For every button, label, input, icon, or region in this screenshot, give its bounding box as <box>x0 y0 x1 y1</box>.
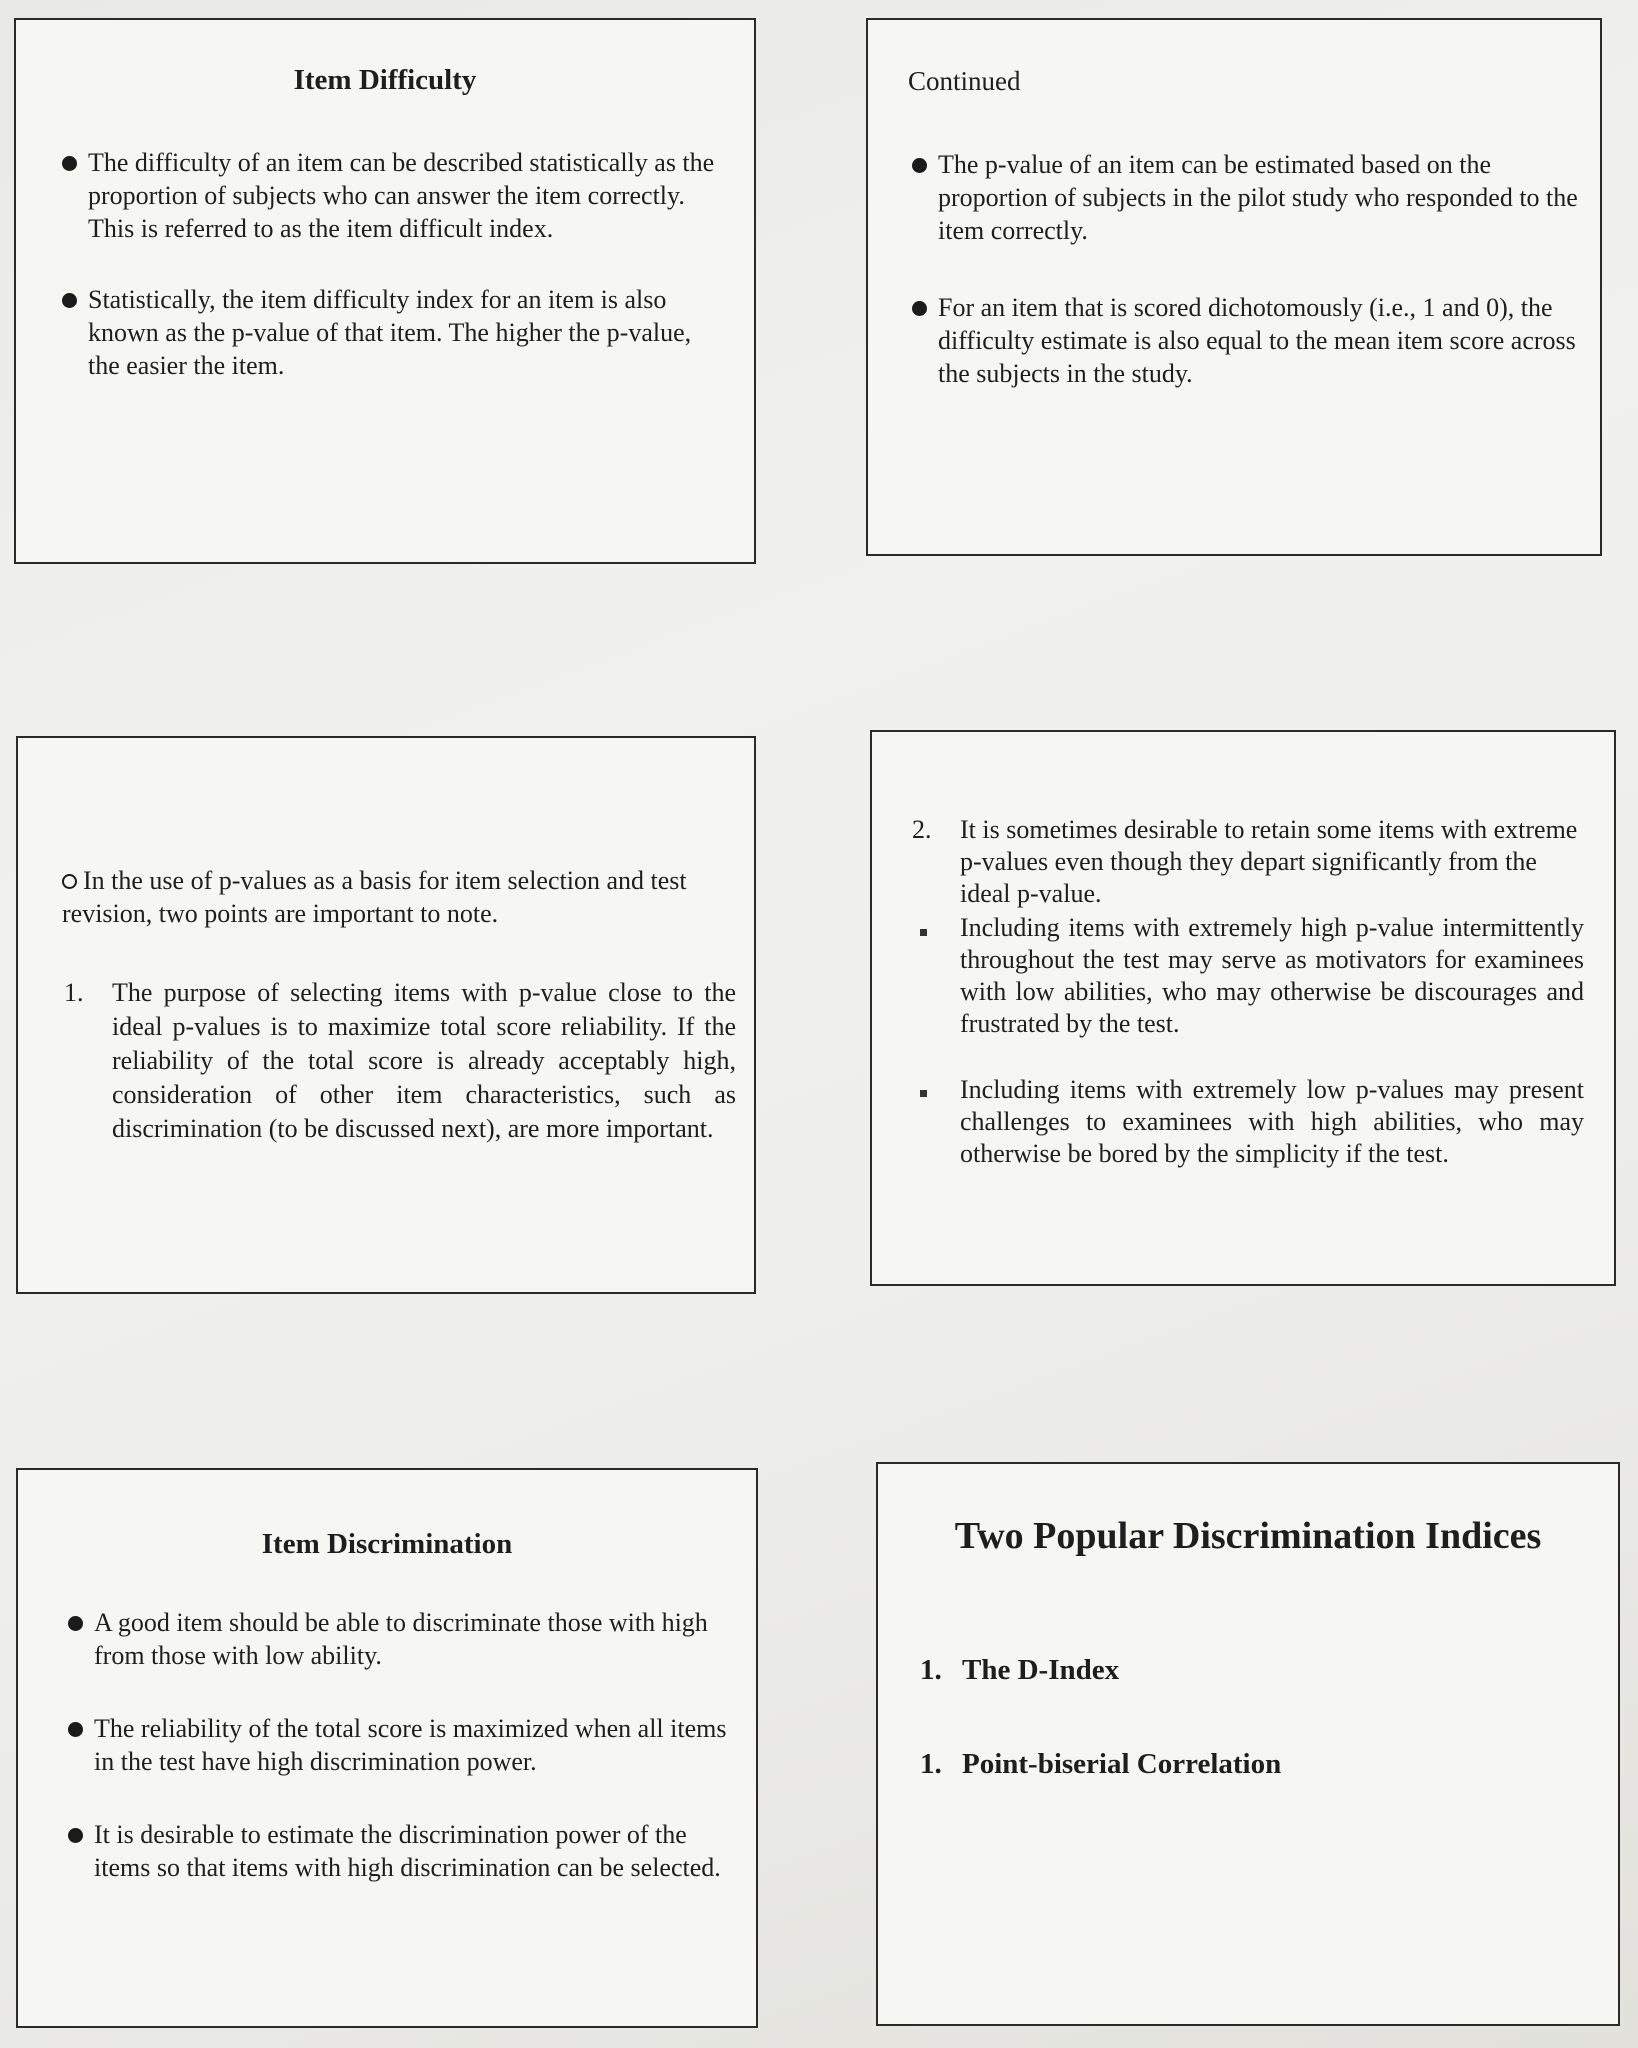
slide-p-values-use <box>16 736 756 1294</box>
list-item: 1. The D-Index <box>920 1654 1120 1686</box>
bullet-icon <box>62 156 77 171</box>
sub-point-text: Including items with extremely low p-values may present challenges to examinees with high abilities, who may otherwise be bored by the simplicity if the test. <box>960 1075 1584 1168</box>
point-number: 2. <box>912 815 932 844</box>
bullet-icon <box>912 158 927 173</box>
slide-title: Item Difficulty <box>293 64 477 96</box>
slide-two-indices <box>876 1462 1620 2026</box>
bullet-list <box>64 1606 734 1884</box>
point-text: The purpose of selecting items with p-value close to the ideal p-values is to maximize total score reliability. If the reliability of the total score is already acceptably high, consideration of other item characteristics, such as discrimination (to be discussed next), are more important. <box>112 978 736 1143</box>
sub-point <box>960 912 1584 1040</box>
numbered-point <box>64 976 736 1146</box>
point-number: 1. <box>64 978 84 1007</box>
bullet-icon <box>68 1722 83 1737</box>
bullet-icon <box>912 301 927 316</box>
square-bullet-icon <box>920 929 927 936</box>
numbered-point <box>912 814 1584 910</box>
slide-extreme-values <box>870 730 1616 1286</box>
list-item: The difficulty of an item can be described statistically as the proportion of subjects who can answer the item correctly. This is referred to as the item difficult index. <box>58 146 728 245</box>
list-item: 1. Point-biserial Correlation <box>920 1748 1282 1780</box>
slide-continued <box>866 18 1602 556</box>
bullet-icon <box>68 1616 83 1631</box>
slide-item-difficulty <box>14 18 756 564</box>
point-text: It is sometimes desirable to retain some items with extreme p-values even though they depart significantly from the ideal p-value. <box>960 815 1578 908</box>
slide-title: Two Popular Discrimination Indices <box>954 1515 1542 1557</box>
intro-text: In the use of p-values as a basis for item selection and test revision, two points are important to note. <box>62 866 687 928</box>
slide-item-discrimination <box>16 1468 758 2028</box>
sub-point-text: Including items with extremely high p-value intermittently throughout the test may serve as motivators for examinees with low abilities, who may otherwise be discourages and frustrated by the test. <box>960 913 1584 1038</box>
sub-point <box>960 1074 1584 1170</box>
list-item: The reliability of the total score is maximized when all items in the test have high discrimination power. <box>64 1712 734 1778</box>
list-item: A good item should be able to discriminate those with high from those with low ability. <box>64 1606 734 1672</box>
circle-bullet-icon <box>62 874 77 889</box>
bullet-icon <box>68 1828 83 1843</box>
list-item: It is desirable to estimate the discrimination power of the items so that items with high discrimination can be selected. <box>64 1818 734 1884</box>
bullet-list <box>58 146 728 382</box>
bullet-list <box>908 148 1578 390</box>
bullet-icon <box>62 293 77 308</box>
list-item: For an item that is scored dichotomously (i.e., 1 and 0), the difficulty estimate is also equal to the mean item score across the subjects in the study. <box>908 291 1578 390</box>
slide-title: Continued <box>908 66 1021 96</box>
list-item: The p-value of an item can be estimated based on the proportion of subjects in the pilot study who responded to the item correctly. <box>908 148 1578 247</box>
list-item: Statistically, the item difficulty index for an item is also known as the p-value of that item. The higher the p-value, the easier the item. <box>58 283 728 382</box>
square-bullet-icon <box>920 1090 927 1097</box>
slide-title: Item Discrimination <box>261 1528 513 1560</box>
